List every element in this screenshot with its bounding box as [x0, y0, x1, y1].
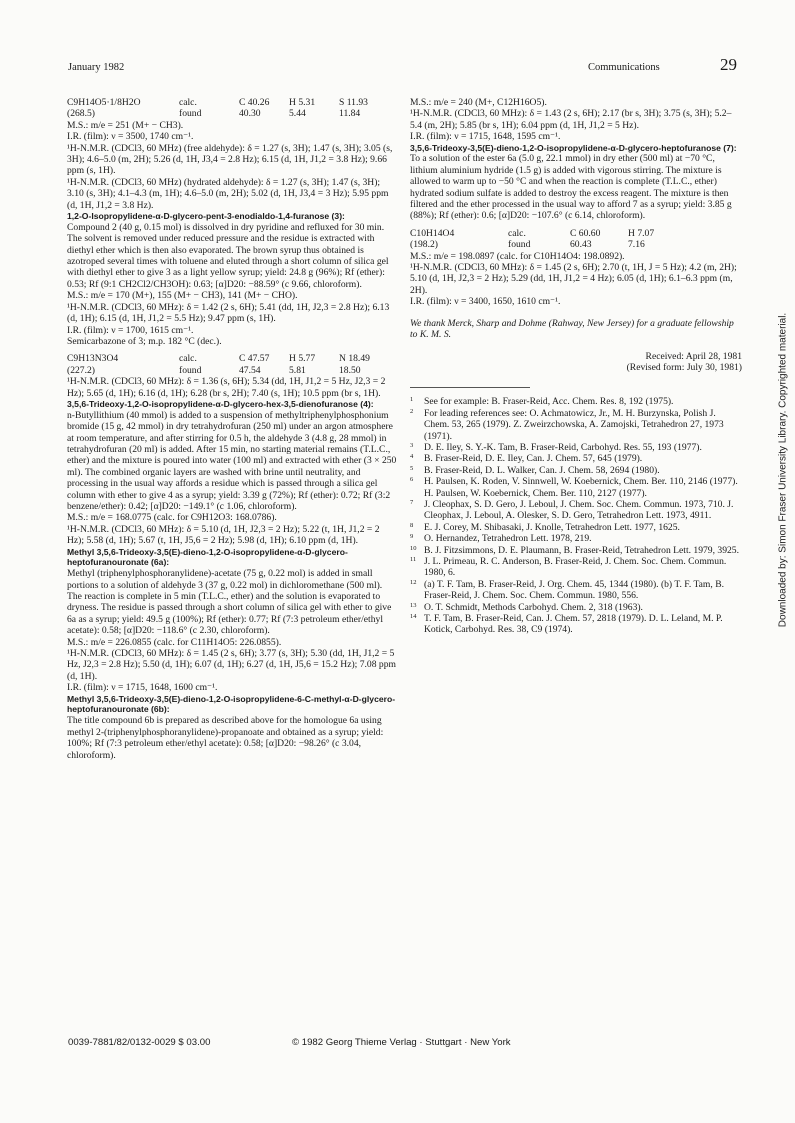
left-column: [67, 97, 397, 761]
acknowledgement: We thank Merck, Sharp and Dohme (Rahway, New Jersey) for a graduate fellowship to K. M. S.: [410, 317, 734, 341]
reference-item: [410, 545, 742, 556]
analysis-row-found: (268.5) found 40.30 5.44 11.84: [67, 108, 361, 120]
analysis-table-top: [67, 97, 397, 120]
reference-text: B. Fraser-Reid, D. L. Walker, Can. J. Chem. 58, 2694 (1980).: [424, 464, 660, 476]
compound-4-title: 3,5,6-Trideoxy-1,2-O-isopropylidene-α-D-glycero-hex-3,5-dienofuranose (4):: [67, 398, 374, 409]
reference-item: [410, 499, 742, 522]
reference-text: T. F. Tam, B. Fraser-Reid, Can. J. Chem. 57, 2818 (1979). D. L. Leland, M. P. Kotick, Carbohyd. Res. 38, C9 (1974).: [424, 613, 723, 636]
reference-text: J. L. Primeau, R. C. Anderson, B. Fraser-Reid, J. Chem. Soc. Chem. Commun. 1980, 6.: [424, 556, 727, 579]
analysis-row-found: (227.2) found 47.54 5.81 18.50: [67, 364, 361, 376]
compound-6b-procedure: The title compound 6b is prepared as described above for the homologue 6a using methyl 2-(triphenylphosphoranylidene)-propanoate and obtained as a syrup; yield: 100%; Rf (7:3 petroleum ether/ethyl acetate): 0.58; [α]D20: −98.26° (c 3.04, chloroform).: [67, 715, 384, 761]
reference-text: (a) T. F. Tam, B. Fraser-Reid, J. Org. Chem. 45, 1344 (1980). (b) T. F. Tam, B. Fraser-Reid, J. Chem. Soc. Chem. Commun. 1980, 556.: [424, 578, 724, 602]
revised-date: (Revised form: July 30, 1981): [626, 361, 742, 373]
reference-text: For leading references see: O. Achmatowicz, Jr., M. H. Burzynska, Polish J. Chem. 53, 265 (1979). Z. Zweirzchowska, A. Zamojski, Tetrahedron 27, 1973 (1971).: [424, 407, 724, 442]
compound-4-procedure: n-Butyllithium (40 mmol) is added to a suspension of methyltriphenylphosphonium bromide (15 g, 42 mmol) in dry tetrahydrofuran (250 ml) under an argon atmosphere at room temperature, and after stirring for 0.5 h, the aldehyde 3 (4.8 g, 28 mmol) in tetrahydrofuran (20 ml) is added. After 15 min, no starting material remains (T.L.C., ether) and the mixture is poured into water (100 ml) and extracted with ether (3 × 250 ml). The combined organic layers are washed with brine until neutrality, and processing in the usual way affords a residue which is passed through a silica gel column with ether to give 4 as a syrup; yield: 3.39 g (72%); Rf (ether): 0.72; Rf (3:2 benzene/ether): 0.42; [α]D20: −149.1° (c 1.06, chloroform).: [67, 409, 397, 512]
reference-number: 10: [410, 544, 417, 552]
reference-number: 4: [410, 453, 414, 461]
reference-item: [410, 533, 742, 544]
ir-line: I.R. (film): ν = 1715, 1648, 1595 cm⁻¹.: [410, 131, 561, 143]
reference-text: See for example: B. Fraser-Reid, Acc. Chem. Res. 8, 192 (1975).: [424, 396, 674, 408]
compound-6a-title: Methyl 3,5,6-Trideoxy-3,5(E)-dieno-1,2-O-isopropylidene-α-D-glycero-heptofuranouronate (6a):: [67, 546, 348, 568]
compound-7-ms: M.S.: m/e = 198.0897 (calc. for C10H14O4: 198.0892).: [410, 250, 625, 262]
compound-3-title: 1,2-O-Isopropylidene-α-D-glycero-pent-3-enodialdo-1,4-furanose (3):: [67, 211, 345, 222]
reference-number: 7: [410, 498, 414, 506]
ms-line: M.S.: m/e = 240 (M+, C12H16O5).: [410, 97, 547, 108]
compound-4-ms: M.S.: m/e = 168.0775 (calc. for C9H12O3: 168.0786).: [67, 512, 277, 524]
right-column: [410, 97, 742, 636]
ms-line: M.S.: m/e = 251 (M+ − CH3).: [67, 119, 184, 131]
reference-text: O. T. Schmidt, Methods Carbohyd. Chem. 2, 318 (1963).: [424, 601, 643, 613]
nmr-hydrated-aldehyde: ¹H-N.M.R. (CDCl3, 60 MHz) (hydrated aldehyde): δ = 1.27 (s, 3H); 1.47 (s, 3H); 3.10 (s, 3H); 4.1–4.3 (m, 1H); 4.6–5.0 (m, 2H); 5.02 (d, 1H, J3,4 = 3 Hz); 5.95 ppm (d, 1H, J1,2 = 3.8 Hz).: [67, 176, 389, 211]
compound-3-procedure: Compound 2 (40 g, 0.15 mol) is dissolved in dry pyridine and refluxed for 30 min. The solvent is removed under reduced pressure and the residue is extracted with diethyl ether which is then also evaporated. The brown syrup thus obtained is azotroped several times with toluene and eluted through a short column of silica gel with diethyl ether to give 3 as a light yellow syrup; yield: 24.8 g (96%); Rf (ether): 0.53; Rf (9:1 CH2Cl2/CH3OH): 0.63; [α]D20: −88.59° (c 9.66, chloroform).: [67, 221, 389, 290]
ir-line: I.R. (film): ν = 3500, 1740 cm⁻¹.: [67, 131, 194, 143]
reference-text: H. Paulsen, K. Roden, V. Sinnwell, W. Koebernick, Chem. Ber. 110, 2146 (1977). H. Paulsen, W. Koebernick, Chem. Ber. 110, 2127 (1977).: [424, 476, 738, 499]
reference-number: 1: [410, 396, 414, 404]
reference-item: [410, 602, 742, 613]
compound-3-ms: M.S.: m/e = 170 (M+), 155 (M+ − CH3), 141 (M+ − CHO).: [67, 290, 298, 302]
nmr-line: ¹H-N.M.R. (CDCl3, 60 MHz): δ = 1.43 (2 s, 6H); 2.17 (br s, 3H); 3.75 (s, 3H); 5.2–5.4 (m, 2H); 5.85 (br s, 1H); 6.04 ppm (d, 1H, J1,2 = 5 Hz).: [410, 108, 732, 131]
nmr-free-aldehyde: ¹H-N.M.R. (CDCl3, 60 MHz) (free aldehyde): δ = 1.27 (s, 3H); 1.47 (s, 3H); 3.05 (s, 3H); 4.6–5.0 (m, 2H); 5.26 (d, 1H, J3,4 = 2.8 Hz); 6.15 (d, 1H, J1,2 = 3.8 Hz); 9.66 ppm (s, 1H).: [67, 142, 393, 177]
compound-6a-nmr: ¹H-N.M.R. (CDCl3, 60 MHz): δ = 1.45 (2 s, 6H); 3.77 (s, 3H); 5.30 (dd, 1H, J1,2 = 5 Hz, J2,3 = 2.8 Hz); 5.50 (d, 1H); 6.07 (d, 1H); 6.27 (d, 1H, J5,6 = 15.2 Hz); 7.08 ppm (d, 1H).: [67, 648, 396, 682]
footer-code: 0039-7881/82/0132-0029 $ 03.00: [68, 1037, 211, 1048]
semicarbazone-nmr: ¹H-N.M.R. (CDCl3, 60 MHz): δ = 1.36 (s, 6H); 5.34 (dd, 1H, J1,2 = 5 Hz, J2,3 = 2 Hz); 5.65 (d, 1H); 6.16 (d, 1H); 6.28 (br s, 2H); 7.40 (s, 1H); 10.5 ppm (br s, 1H).: [67, 376, 386, 399]
reference-item: [410, 442, 742, 453]
received-date: Received: April 28, 1981: [645, 350, 742, 362]
running-header-section: Communications: [588, 62, 660, 73]
analysis-row-found: (198.2) found 60.43 7.16: [410, 239, 645, 251]
analysis-row-calc: C10H14O4 calc. C 60.60 H 7.07: [410, 227, 655, 239]
compound-7-analysis: [410, 228, 742, 251]
compound-6a-procedure: Methyl (triphenylphosphoranylidene)-acetate (75 g, 0.22 mol) is added in small portions to a solution of aldehyde 3 (37 g, 0.22 mol) in dichloromethane (500 ml). The reaction is complete in 5 min (T.L.C., ether) and the solution is evaporated to dryness. The residue is passed through a short column of silica gel with ether to give 6a as a syrup; yield: 49.5 g (100%); Rf (ether): 0.77; Rf (7:3 petroleum ether/ethyl acetate): 0.58; [α]D20: −118.6° (c 2.30, chloroform).: [67, 568, 392, 637]
references-divider: [410, 387, 530, 388]
compound-7-ir: I.R. (film): ν = 3400, 1650, 1610 cm⁻¹.: [410, 296, 561, 308]
reference-number: 5: [410, 464, 414, 472]
download-notice: [776, 260, 790, 680]
reference-number: 6: [410, 476, 414, 484]
compound-3-nmr: ¹H-N.M.R. (CDCl3, 60 MHz): δ = 1.42 (2 s, 6H); 5.41 (dd, 1H, J2,3 = 2.8 Hz); 6.13 (d, 1H); 6.15 (d, 1H, J1,2 = 5.5 Hz); 9.47 ppm (s, 1H).: [67, 301, 390, 325]
reference-number: 9: [410, 533, 414, 541]
reference-text: E. J. Corey, M. Shibasaki, J. Knolle, Tetrahedron Lett. 1977, 1625.: [424, 521, 680, 533]
reference-text: B. J. Fitzsimmons, D. E. Plaumann, B. Fraser-Reid, Tetrahedron Lett. 1979, 3925.: [424, 544, 739, 556]
reference-text: J. Cleophax, S. D. Gero, J. Leboul, J. Chem. Soc. Chem. Commun. 1973, 710. J. Cleophax, J. Leboul, A. Olesker, S. D. Gero, Tetrahedron Lett. 1973, 4911.: [424, 498, 734, 522]
compound-7-nmr: ¹H-N.M.R. (CDCl3, 60 MHz): δ = 1.45 (2 s, 6H); 2.70 (t, 1H, J = 5 Hz); 4.2 (m, 2H); 5.10 (d, 1H, J2,3 = 2 Hz); 5.29 (dd, 1H, J1,2 = 4 Hz); 6.05 (d, 1H); 6.1–6.3 ppm (m, 2H).: [410, 262, 737, 296]
compound-6a-ir: I.R. (film): ν = 1715, 1648, 1600 cm⁻¹.: [67, 682, 218, 694]
reference-item: [410, 556, 742, 579]
reference-item: [410, 579, 742, 602]
reference-number: 8: [410, 521, 414, 529]
reference-item: [410, 408, 742, 442]
compound-3-ir: I.R. (film): ν = 1700, 1615 cm⁻¹.: [67, 324, 194, 336]
compound-7-title: 3,5,6-Trideoxy-3,5(E)-dieno-1,2-O-isopropylidene-α-D-glycero-heptofuranose (7):: [410, 142, 737, 153]
reference-item: [410, 476, 742, 499]
reference-text: B. Fraser-Reid, D. E. Iley, Can. J. Chem. 57, 645 (1979).: [424, 453, 643, 465]
compound-7-procedure: To a solution of the ester 6a (5.0 g, 22.1 mmol) in dry ether (500 ml) at −70 °C, lithium aluminium hydride (1.5 g) is added with vigorous stirring. The mixture is allowed to warm up to −50 °C and when the reaction is complete (T.L.C., ether) hydrated sodium sulfate is added to destroy the excess reagent. The mixture is then filtered and the ether processed in the usual way to afford 7 as a syrup; yield: 3.85 g (88%); Rf (ether): 0.6; [α]D20: −107.6° (c 6.14, chloroform).: [410, 153, 732, 222]
references-list: [410, 396, 742, 636]
reference-number: 14: [410, 613, 417, 621]
reference-item: [410, 465, 742, 476]
page-number: 29: [720, 55, 737, 74]
reference-item: [410, 396, 742, 407]
reference-text: O. Hernandez, Tetrahedron Lett. 1978, 219.: [424, 533, 592, 545]
reference-number: 11: [410, 556, 417, 564]
reference-item: [410, 453, 742, 464]
analysis-row-calc: C9H14O5·1/8H2O calc. C 40.26 H 5.31 S 11.93: [67, 97, 368, 108]
running-header-date: January 1982: [68, 62, 125, 73]
reference-number: 2: [410, 407, 414, 415]
compound-6b-title: Methyl 3,5,6-Trideoxy-3,5(E)-dieno-1,2-O-isopropylidene-6-C-methyl-α-D-glycero-heptofuranouronate (6b):: [67, 693, 396, 715]
reference-item: [410, 613, 742, 636]
reference-number: 13: [410, 601, 417, 609]
semicarbazone-line: Semicarbazone of 3; m.p. 182 °C (dec.).: [67, 335, 222, 347]
footer-copyright: © 1982 Georg Thieme Verlag · Stuttgart · New York: [292, 1037, 511, 1048]
compound-4-nmr: ¹H-N.M.R. (CDCl3, 60 MHz): δ = 5.10 (d, 1H, J2,3 = 2 Hz); 5.22 (t, 1H, J1,2 = 2 Hz); 5.58 (d, 1H); 5.67 (t, 1H, J5,6 = 2 Hz); 5.98 (d, 1H); 6.10 ppm (d, 1H).: [67, 523, 380, 547]
download-notice-text: Downloaded by: Simon Fraser University Library. Copyrighted material.: [777, 312, 789, 628]
reference-item: [410, 522, 742, 533]
analysis-row-calc: C9H13N3O4 calc. C 47.57 H 5.77 N 18.49: [67, 353, 370, 365]
reference-text: D. E. Iley, S. Y.-K. Tam, B. Fraser-Reid, Carbohyd. Res. 55, 193 (1977).: [424, 441, 702, 453]
compound-6a-ms: M.S.: m/e = 226.0855 (calc. for C11H14O5: 226.0855).: [67, 636, 282, 648]
reference-number: 3: [410, 441, 414, 449]
semicarbazone-analysis: [67, 353, 397, 376]
reference-number: 12: [410, 578, 417, 586]
